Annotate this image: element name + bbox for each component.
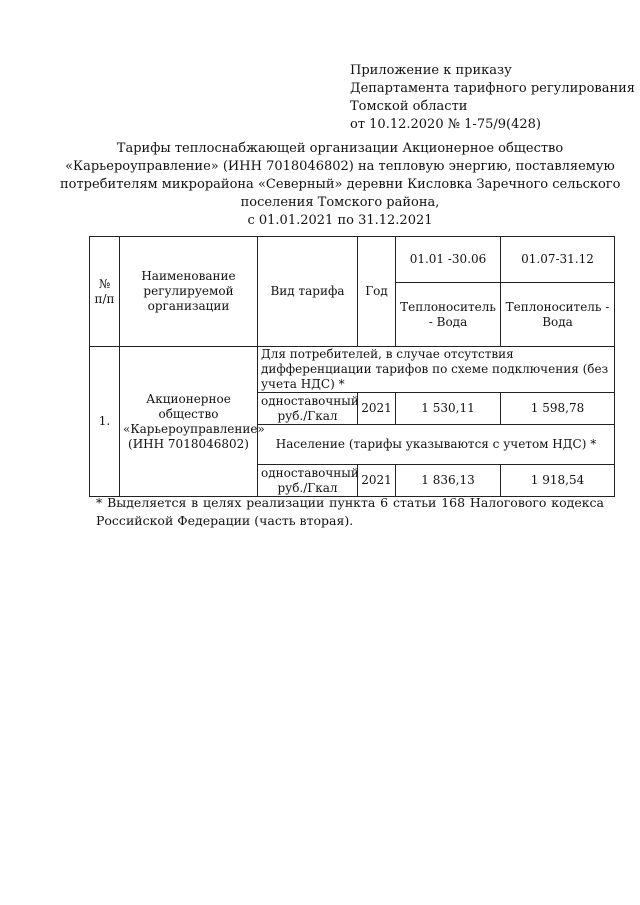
title-line: Тарифы теплоснабжающей организации Акционерное общество — [116, 141, 564, 156]
tariff-table — [89, 236, 615, 497]
appendix-line: Приложение к приказу — [350, 63, 512, 78]
document-title — [60, 140, 620, 230]
title-line: потребителям микрорайона «Северный» деревни Кисловка Заречного сельского — [60, 177, 621, 192]
footnote: * Выделяется в целях реализации пункта 6 статьи 168 Налогового кодекса Российской Федерации (часть вторая). — [96, 495, 604, 528]
group-label-no-diff: Для потребителей, в случае отсутствия дифференциации тарифов по схеме подключения (без учета НДС) * — [258, 347, 615, 393]
row-number: 1. — [90, 347, 120, 497]
header-period-2: 01.07-31.12 — [501, 237, 615, 283]
year-cell: 2021 — [358, 393, 396, 425]
appendix-line: Томской области — [350, 99, 468, 114]
header-tariff-type: Вид тарифа — [258, 237, 358, 347]
header-num: № п/п — [90, 237, 120, 347]
value-cell: 1 598,78 — [501, 393, 615, 425]
appendix-block — [350, 62, 635, 134]
title-line: «Карьероуправление» (ИНН 7018046802) на тепловую энергию, поставляемую — [65, 159, 615, 174]
header-row — [90, 237, 615, 283]
group-label-population: Население (тарифы указываются с учетом НДС) * — [258, 425, 615, 465]
year-cell: 2021 — [358, 465, 396, 497]
tariff-type-cell: одноставочный руб./Гкал — [258, 465, 358, 497]
header-year: Год — [358, 237, 396, 347]
table-row — [90, 347, 615, 393]
value-cell: 1 836,13 — [396, 465, 501, 497]
appendix-order-line: от 10.12.2020 № 1-75/9(428) — [350, 117, 541, 132]
title-line: поселения Томского района, — [240, 195, 440, 210]
value-cell: 1 918,54 — [501, 465, 615, 497]
header-org: Наименование регулируемой организации — [120, 237, 258, 347]
org-name-cell: Акционерное общество «Карьероуправление» (ИНН 7018046802) — [120, 347, 258, 497]
value-cell: 1 530,11 — [396, 393, 501, 425]
header-carrier-2: Теплоноситель - Вода — [501, 283, 615, 347]
appendix-line: Департамента тарифного регулирования — [350, 81, 635, 96]
title-date-range: с 01.01.2021 по 31.12.2021 — [247, 213, 433, 228]
header-carrier-1: Теплоноситель - Вода — [396, 283, 501, 347]
tariff-type-cell: одноставочный руб./Гкал — [258, 393, 358, 425]
header-period-1: 01.01 -30.06 — [396, 237, 501, 283]
